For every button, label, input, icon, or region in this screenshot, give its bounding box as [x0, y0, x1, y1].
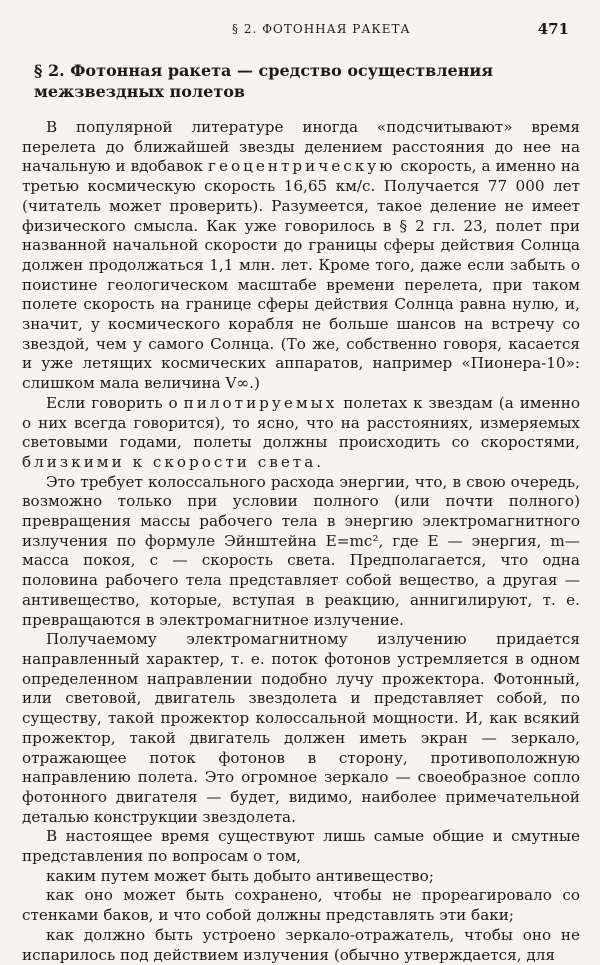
paragraph-1-text-a: В популярной литературе иногда «подсчитывают» время перелета до ближайшей звезды делением расстояния до нее на начальную и вдобавок [22, 118, 580, 176]
paragraph-2-text-a: Если говорить о [46, 393, 184, 412]
section-heading-line-1: § 2. Фотонная ракета — средство осуществления [34, 61, 494, 80]
paragraph-3: Это требует колоссального расхода энергии, что, в свою очередь, возможно только при условии полного (или почти полного) превращения массы рабочего тела в энергию электромагнитного излучения по формуле Эйнштейна E=mc², где E — энергия, m— масса покоя, c — скорость света. Предполагается, что одна половина рабочего тела представляет собой вещество, а другая — антивещество, которые, вступая в реакцию, аннигилируют, т. е. превращаются в электромагнитное излучение. [22, 472, 580, 629]
running-header [0, 18, 600, 42]
page-number: 471 [537, 20, 569, 38]
paragraph-2-text-c: . [316, 452, 322, 471]
body-text [22, 118, 580, 965]
list-item-1: каким путем может быть добыто антивещество; [46, 866, 434, 885]
list-item-3: как должно быть устроено зеркало-отражатель, чтобы оно не испарилось под действием излучения (обычно утверждается, для [22, 925, 580, 964]
paragraph-5: В настоящее время существуют лишь самые общие и смутные представления по вопросам о том, [22, 827, 580, 866]
paragraph-1-emphasis: геоцентрическую [208, 157, 396, 176]
paragraph-2 [22, 394, 580, 473]
paragraph-1 [22, 118, 580, 394]
paragraph-1-text-b: скорость, а именно на третью космическую скорость 16,65 км/с. Получается 77 000 лет (читатель может проверить). Разумеется, такое деление не имеет физического смысла. Как уже говорилось в § 2 гл. 23, полет при названной начальной скорости до границы сферы действия Солнца должен продолжаться 1,1 млн. лет. Кроме того, даже если забыть о поистине геологическом масштабе времени перелета, при таком полете скорость на границе сферы действия Солнца равна нулю, и, значит, у космического корабля не больше шансов на встречу со звездой, чем у самого Солнца. (То же, собственно говоря, касается и уже летящих космических аппаратов, например «Пионера-10»: слишком мала величина V∞.) [22, 157, 580, 393]
paragraph-2-emphasis-1: пилотируемых [183, 393, 338, 412]
paragraph-2-text-b: полетах к звездам (а именно о них всегда говорится), то ясно, что на расстояниях, измеряемых световыми годами, полеты должны происходить со скоростями, [22, 393, 581, 452]
paragraph-4: Получаемому электромагнитному излучению придается направленный характер, т. е. поток фотонов устремляется в одном определенном направлении подобно лучу прожектора. Фотонный, или световой, двигатель звездолета и представляет собой, по существу, такой прожектор колоссальной мощности. И, как всякий прожектор, такой двигатель должен иметь экран — зеркало, отражающее поток фотонов в сторону, противоположную направлению полета. Это огромное зеркало — своеобразное сопло фотонного двигателя — будет, видимо, наиболее примечательной деталью конструкции звездолета. [22, 630, 580, 826]
running-title: § 2. ФОТОННАЯ РАКЕТА [232, 22, 411, 36]
paragraph-2-emphasis-2: близкими к скорости света [22, 452, 317, 471]
list-item-2: как оно может быть сохранено, чтобы не прореагировало со стенками баков, и что собой должны представлять эти баки; [22, 886, 580, 925]
section-heading-line-2: межзвездных полетов [34, 82, 246, 101]
section-heading [34, 60, 574, 102]
